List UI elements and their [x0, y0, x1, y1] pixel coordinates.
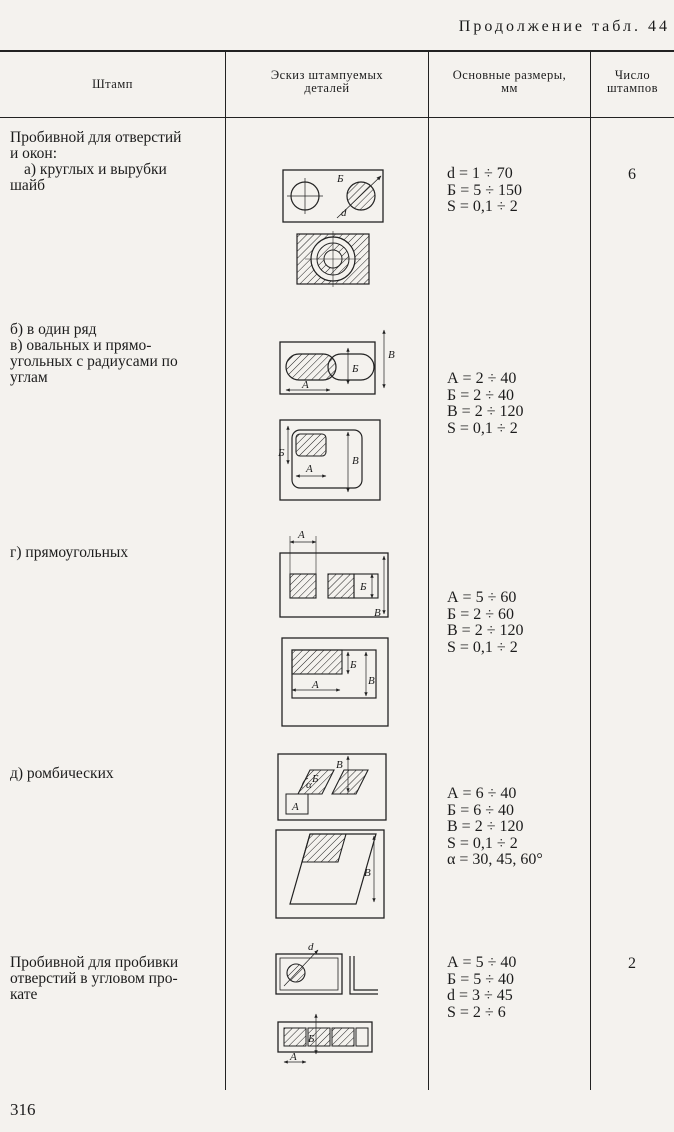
- row-count: 6: [628, 166, 636, 183]
- dim-line: S = 0,1 ÷ 2: [447, 638, 518, 656]
- row-dims-round-holes: [447, 166, 522, 216]
- label-line: кате: [10, 986, 38, 1003]
- label-line: г) прямоугольных: [10, 544, 129, 561]
- label-line: а) круглых и вырубки: [24, 161, 167, 178]
- sketch-rectangular: [276, 528, 396, 733]
- dim-label-v: В: [388, 349, 395, 361]
- dim-line: Б = 6 ÷ 40: [447, 801, 514, 819]
- row-label-angle-punch: [10, 955, 222, 1003]
- dim-label-v: В: [364, 867, 371, 879]
- dim-line: А = 5 ÷ 60: [447, 589, 517, 606]
- label-line: д) ромбических: [10, 765, 114, 782]
- table-top-rule: [0, 50, 674, 52]
- table-header-rule: [0, 117, 674, 118]
- label-line: и окон:: [10, 145, 58, 162]
- dim-line: А = 6 ÷ 40: [447, 785, 517, 802]
- label-line: угольных с радиусами по: [10, 353, 178, 370]
- column-header-dimensions: [429, 69, 590, 95]
- header-text: Штамп: [92, 77, 133, 91]
- dim-label-b: Б: [337, 173, 344, 185]
- header-text: Основные размеры,: [452, 68, 567, 82]
- dim-line: S = 0,1 ÷ 2: [447, 419, 518, 437]
- label-line: в) овальных и прямо-: [10, 337, 152, 354]
- label-line: отверстий в угловом про-: [10, 970, 178, 987]
- dim-label-a: А: [302, 379, 309, 391]
- row-dims-angle-punch: [447, 955, 516, 1021]
- column-divider: [225, 50, 226, 1090]
- dim-line: Б = 2 ÷ 40: [447, 386, 514, 404]
- dim-label-b: Б: [360, 581, 367, 593]
- dim-label-a: А: [290, 1051, 297, 1063]
- label-line: шайб: [10, 177, 45, 194]
- row-dims-oval-rect: [447, 371, 523, 437]
- sketch-rhombic: [272, 748, 397, 923]
- column-header-sketch: [226, 69, 428, 95]
- dim-label-b: Б: [350, 659, 357, 671]
- column-header-stamp: [0, 78, 225, 91]
- column-divider: [590, 50, 591, 1090]
- dim-line: В = 2 ÷ 120: [447, 622, 524, 639]
- header-text: деталей: [304, 81, 350, 95]
- table-continuation-title: Продолжение табл. 44: [458, 18, 670, 35]
- dim-label-b: Б: [278, 447, 285, 459]
- dim-line: α = 30, 45, 60°: [447, 851, 543, 868]
- page-number: 316: [10, 1100, 36, 1119]
- row-label-rhombic: [10, 766, 222, 782]
- sketch-oval-rect: [270, 322, 395, 507]
- dim-label-a: А: [298, 529, 305, 541]
- dim-label-b: Б: [308, 1033, 315, 1045]
- dim-line: d = 3 ÷ 45: [447, 987, 513, 1004]
- dim-label-v: В: [368, 675, 375, 687]
- dim-line: d = 1 ÷ 70: [447, 165, 513, 182]
- dim-line: S = 0,1 ÷ 2: [447, 834, 518, 852]
- dim-label-b: Б: [312, 773, 319, 785]
- dim-line: S = 0,1 ÷ 2: [447, 198, 518, 215]
- sketch-round-holes: [275, 160, 395, 290]
- dim-label-a: А: [306, 463, 313, 475]
- dim-label-a: А: [292, 801, 299, 813]
- dim-line: Б = 5 ÷ 40: [447, 970, 514, 988]
- dim-line: А = 2 ÷ 40: [447, 370, 517, 387]
- row-label-oval-rect: [10, 322, 222, 386]
- row-count: 2: [628, 955, 636, 972]
- dim-label-d: d: [308, 941, 314, 953]
- dim-label-v: В: [374, 607, 381, 619]
- dim-label-v: В: [336, 759, 343, 771]
- header-text: штампов: [606, 81, 659, 95]
- dim-line: Б = 5 ÷ 150: [447, 181, 522, 199]
- sketch-angle-punch: [272, 928, 397, 1078]
- label-line: б) в один ряд: [10, 321, 97, 338]
- dim-label-v: В: [352, 455, 359, 467]
- dim-line: S = 2 ÷ 6: [447, 1003, 506, 1021]
- dim-label-alpha: α: [306, 779, 312, 791]
- header-text: Число: [614, 68, 651, 82]
- header-text: мм: [501, 81, 518, 95]
- dim-line: А = 5 ÷ 40: [447, 954, 517, 971]
- row-dims-rectangular: [447, 590, 523, 656]
- row-label-rectangular: [10, 545, 222, 561]
- dim-label-d: d: [341, 207, 347, 219]
- row-dims-rhombic: [447, 786, 543, 869]
- dim-line: Б = 2 ÷ 60: [447, 605, 514, 623]
- label-line: Пробивной для отверстий: [10, 129, 182, 146]
- row-label-round-holes: [10, 130, 222, 194]
- dim-line: В = 2 ÷ 120: [447, 403, 524, 420]
- header-text: Эскиз штампуемых: [270, 68, 384, 82]
- dim-label-a: А: [312, 679, 319, 691]
- dim-label-b: Б: [352, 363, 359, 375]
- dim-line: В = 2 ÷ 120: [447, 818, 524, 835]
- column-divider: [428, 50, 429, 1090]
- label-line: Пробивной для пробивки: [10, 954, 179, 971]
- label-line: углам: [10, 369, 48, 386]
- column-header-count: [591, 69, 674, 95]
